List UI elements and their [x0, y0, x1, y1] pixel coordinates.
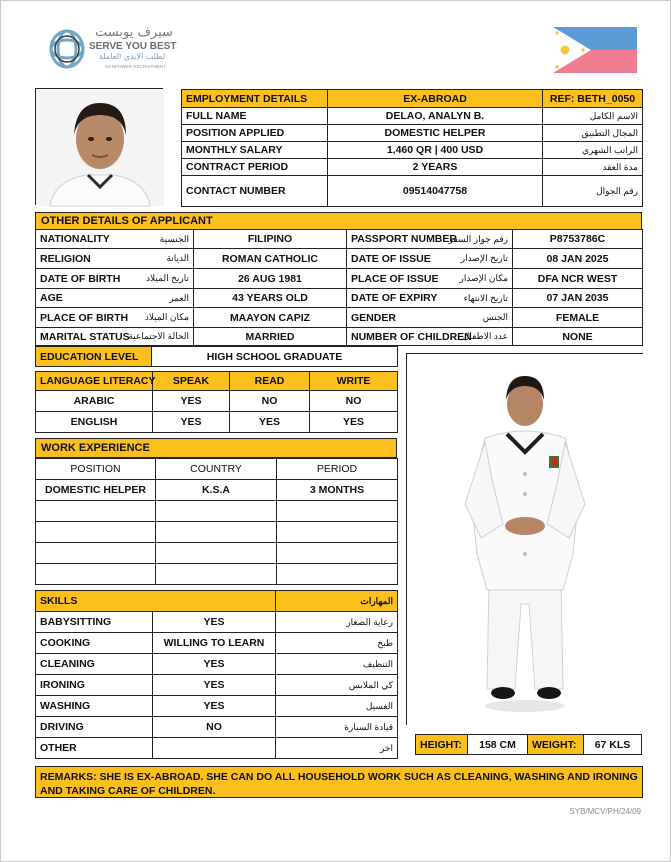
- other-label: PASSPORT NUMBER: [347, 230, 455, 249]
- employment-details-table: [181, 89, 643, 207]
- emp-value: DOMESTIC HELPER: [328, 125, 543, 142]
- emp-arabic: المجال التطبيق: [543, 125, 643, 142]
- emp-value: DELAO, ANALYN B.: [328, 108, 543, 125]
- logo-english-sub: MANPOWER RECRUITMENT: [105, 64, 166, 69]
- other-details-table: [35, 229, 643, 346]
- emp-value: 1,460 QR | 400 USD: [328, 142, 543, 159]
- other-arabic: الجنسية: [116, 230, 194, 249]
- other-value: MAAYON CAPIZ: [194, 308, 347, 328]
- logo-knot-icon: [47, 27, 87, 71]
- skill-value: YES: [153, 612, 276, 633]
- skill-arabic: قيادة السيارة: [276, 717, 398, 738]
- skill-name: CLEANING: [36, 654, 153, 675]
- work-position: [36, 564, 156, 585]
- emp-arabic: رقم الجوال: [543, 176, 643, 207]
- other-label: PLACE OF BIRTH: [36, 308, 116, 328]
- other-value: FILIPINO: [194, 230, 347, 249]
- emp-label: CONTRACT PERIOD: [182, 159, 328, 176]
- weight-value: 67 KLS: [584, 735, 642, 755]
- emp-arabic: الاسم الكامل: [543, 108, 643, 125]
- other-label: DATE OF ISSUE: [347, 249, 455, 269]
- other-arabic: رقم جواز السفر: [455, 230, 513, 249]
- other-arabic: العمر: [116, 289, 194, 308]
- emp-label: MONTHLY SALARY: [182, 142, 328, 159]
- skill-value: YES: [153, 654, 276, 675]
- work-period: [277, 501, 398, 522]
- other-value: NONE: [513, 328, 643, 346]
- skills-table: [35, 590, 398, 759]
- work-country: [156, 522, 277, 543]
- skill-name: DRIVING: [36, 717, 153, 738]
- other-label: NATIONALITY: [36, 230, 116, 249]
- language-header: READ: [230, 372, 310, 391]
- skill-arabic: رعاية الصغار: [276, 612, 398, 633]
- other-arabic: تاريخ الإصدار: [455, 249, 513, 269]
- other-value: DFA NCR WEST: [513, 269, 643, 289]
- other-label: DATE OF EXPIRY: [347, 289, 455, 308]
- skill-value: [153, 738, 276, 759]
- work-country: [156, 501, 277, 522]
- language-name: ARABIC: [36, 391, 153, 412]
- emp-label: POSITION APPLIED: [182, 125, 328, 142]
- other-value: ROMAN CATHOLIC: [194, 249, 347, 269]
- language-name: ENGLISH: [36, 412, 153, 433]
- work-country: [156, 564, 277, 585]
- work-experience-title: WORK EXPERIENCE: [35, 438, 397, 458]
- document-code: SYB/MCV/PH/24/09: [569, 807, 641, 816]
- work-period: [277, 522, 398, 543]
- language-table: [35, 371, 398, 433]
- other-value: P8753786C: [513, 230, 643, 249]
- remarks-box: [35, 766, 643, 798]
- skill-name: BABYSITTING: [36, 612, 153, 633]
- skill-arabic: الغسيل: [276, 696, 398, 717]
- emp-label: FULL NAME: [182, 108, 328, 125]
- work-position: [36, 501, 156, 522]
- logo-arabic-name: سيرف يوبست: [95, 25, 173, 40]
- other-arabic: الجنس: [455, 308, 513, 328]
- language-read: YES: [230, 412, 310, 433]
- other-value: FEMALE: [513, 308, 643, 328]
- skill-name: IRONING: [36, 675, 153, 696]
- other-label: PLACE OF ISSUE: [347, 269, 455, 289]
- skill-value: YES: [153, 675, 276, 696]
- work-header: PERIOD: [277, 459, 398, 480]
- work-experience-table: [35, 458, 398, 585]
- emp-value: 09514047758: [328, 176, 543, 207]
- other-value: 26 AUG 1981: [194, 269, 347, 289]
- skill-value: YES: [153, 696, 276, 717]
- work-position: DOMESTIC HELPER: [36, 480, 156, 501]
- logo-english-name: SERVE YOU BEST: [89, 41, 177, 52]
- emp-arabic: الراتب الشهري: [543, 142, 643, 159]
- weight-label: WEIGHT:: [528, 735, 584, 755]
- other-label: NUMBER OF CHILDREN: [347, 328, 455, 346]
- company-logo: [47, 27, 177, 75]
- education-value: HIGH SCHOOL GRADUATE: [152, 347, 398, 367]
- measurements-table: [415, 734, 642, 755]
- other-arabic: الديانة: [116, 249, 194, 269]
- height-value: 158 CM: [468, 735, 528, 755]
- language-read: NO: [230, 391, 310, 412]
- other-arabic: تاريخ الميلاد: [116, 269, 194, 289]
- employment-header-ref: REF: BETH_0050: [543, 90, 643, 108]
- work-country: K.S.A: [156, 480, 277, 501]
- language-header: LANGUAGE LITERACY: [36, 372, 153, 391]
- language-speak: YES: [153, 412, 230, 433]
- philippines-flag-icon: [553, 27, 637, 73]
- work-period: [277, 543, 398, 564]
- logo-arabic-sub: لطلب الايدي العاملة: [99, 52, 166, 61]
- other-value: MARRIED: [194, 328, 347, 346]
- skill-arabic: كي الملابس: [276, 675, 398, 696]
- other-value: 08 JAN 2025: [513, 249, 643, 269]
- other-label: AGE: [36, 289, 116, 308]
- work-position: [36, 522, 156, 543]
- other-label: DATE OF BIRTH: [36, 269, 116, 289]
- other-arabic: عدد الاطفال: [455, 328, 513, 346]
- education-label: EDUCATION LEVEL: [36, 347, 152, 367]
- other-label: GENDER: [347, 308, 455, 328]
- other-details-title: OTHER DETAILS OF APPLICANT: [35, 212, 642, 230]
- employment-header-status: EX-ABROAD: [328, 90, 543, 108]
- work-country: [156, 543, 277, 564]
- skill-value: NO: [153, 717, 276, 738]
- other-arabic: مكان الإصدار: [455, 269, 513, 289]
- emp-value: 2 YEARS: [328, 159, 543, 176]
- height-label: HEIGHT:: [416, 735, 468, 755]
- skill-arabic: اخر: [276, 738, 398, 759]
- skill-arabic: طبخ: [276, 633, 398, 654]
- skill-value: WILLING TO LEARN: [153, 633, 276, 654]
- other-label: RELIGION: [36, 249, 116, 269]
- work-header: COUNTRY: [156, 459, 277, 480]
- portrait-photo: [35, 88, 163, 205]
- work-period: 3 MONTHS: [277, 480, 398, 501]
- language-write: YES: [310, 412, 398, 433]
- work-header: POSITION: [36, 459, 156, 480]
- language-header: WRITE: [310, 372, 398, 391]
- emp-arabic: مدة العقد: [543, 159, 643, 176]
- work-period: [277, 564, 398, 585]
- skills-title-arabic: المهارات: [276, 591, 398, 612]
- other-label: MARITAL STATUS: [36, 328, 116, 346]
- work-position: [36, 543, 156, 564]
- remarks-text: REMARKS: SHE IS EX-ABROAD. SHE CAN DO ALL HOUSEHOLD WORK SUCH AS CLEANING, WASHING AND IRONING AND TAKING CARE OF CHILDREN.: [40, 771, 638, 797]
- other-arabic: مكان الميلاد: [116, 308, 194, 328]
- education-table: [35, 346, 398, 367]
- full-body-photo: [406, 353, 643, 725]
- skills-title: SKILLS: [36, 591, 276, 612]
- language-write: NO: [310, 391, 398, 412]
- language-header: SPEAK: [153, 372, 230, 391]
- language-speak: YES: [153, 391, 230, 412]
- skill-name: OTHER: [36, 738, 153, 759]
- skill-name: WASHING: [36, 696, 153, 717]
- emp-label: CONTACT NUMBER: [182, 176, 328, 207]
- skill-name: COOKING: [36, 633, 153, 654]
- other-value: 07 JAN 2035: [513, 289, 643, 308]
- other-value: 43 YEARS OLD: [194, 289, 347, 308]
- other-arabic: الحالة الاجتماعية: [116, 328, 194, 346]
- other-arabic: تاريخ الانتهاء: [455, 289, 513, 308]
- employment-header-label: EMPLOYMENT DETAILS: [182, 90, 328, 108]
- skill-arabic: التنظيف: [276, 654, 398, 675]
